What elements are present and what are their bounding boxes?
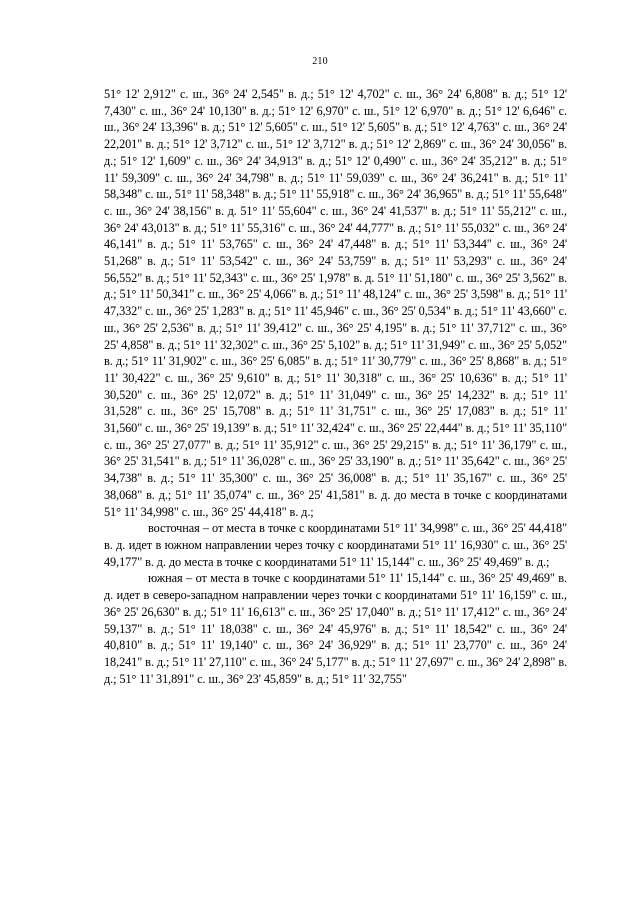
- paragraph-eastern-boundary: восточная – от места в точке с координатами 51° 11' 34,998" с. ш., 36° 25' 44,418" в. д. идет в южном направлении через точку с координатами 51° 11' 16,930" с. ш., 36° 25' 49,177" в. д. до места в точке с координатами 51° 11' 15,144" с. ш., 36° 25' 49,469" в. д.;: [104, 521, 567, 569]
- paragraph-coordinates-continued: 51° 12' 2,912" с. ш., 36° 24' 2,545" в. д.; 51° 12' 4,702" с. ш., 36° 24' 6,808" в. д.; 51° 12' 7,430" с. ш., 36° 24' 10,130" в. д.; 51° 12' 6,970" с. ш., 51° 12' 6,970" в. д.; 51° 12' 6,646" с. ш., 36° 24' 13,396" в. д.; 51° 12' 5,605" с. ш., 51° 12' 5,605" в. д.; 51° 12' 4,763" с. ш., 36° 24' 22,201" в. д.; 51° 12' 3,712" с. ш., 51° 12' 3,712" в. д.; 51° 12' 2,869" с. ш., 36° 24' 30,056" в. д.; 51° 12' 1,609" с. ш., 36° 24' 34,913" в. д.; 51° 12' 0,490" с. ш., 36° 24' 35,212" в. д.; 51° 11' 59,309" с. ш., 36° 24' 34,798" в. д.; 51° 11' 59,039" с. ш., 36° 24' 36,241" в. д.; 51° 11' 58,348" с. ш., 51° 11' 58,348" в. д.; 51° 11' 55,918" с. ш., 36° 24' 36,965" в. д.; 51° 11' 55,648" с. ш., 36° 24' 38,156" в. д. 51° 11' 55,604" с. ш., 36° 24' 41,537" в. д.; 51° 11' 55,212" с. ш., 36° 24' 43,013" в. д.; 51° 11' 55,316" с. ш., 36° 24' 44,777" в. д.; 51° 11' 55,032" с. ш., 36° 24' 46,141" в. д.; 51° 11' 53,765" с. ш., 36° 24' 47,448" в. д.; 51° 11' 53,344" с. ш., 36° 24' 51,268" в. д.; 51° 11' 53,542" с. ш., 36° 24' 53,759" в. д.; 51° 11' 53,293" с. ш., 36° 24' 56,552" в. д.; 51° 11' 52,343" с. ш., 36° 25' 1,978" в. д. 51° 11' 51,180" с. ш., 36° 25' 3,562" в. д.; 51° 11' 50,341" с. ш., 36° 25' 4,066" в. д.; 51° 11' 48,124" с. ш., 36° 25' 3,598" в. д.; 51° 11' 47,332" с. ш., 36° 25' 1,283" в. д.; 51° 11' 45,946" с. ш., 36° 25' 0,534" в. д.; 51° 11' 43,660" с. ш., 36° 25' 2,536" в. д.; 51° 11' 39,412" с. ш., 36° 25' 4,195" в. д.; 51° 11' 37,712" с. ш., 36° 25' 4,858" в. д.; 51° 11' 32,302" с. ш., 36° 25' 5,102" в. д.; 51° 11' 31,949" с. ш., 36° 25' 5,052" в. д.; 51° 11' 31,902" с. ш., 36° 25' 6,085" в. д.; 51° 11' 30,779" с. ш., 36° 25' 8,868" в. д.; 51° 11' 30,422" с. ш., 36° 25' 9,610" в. д.; 51° 11' 30,318" с. ш., 36° 25' 10,636" в. д.; 51° 11' 30,520" с. ш., 36° 25' 12,072" в. д.; 51° 11' 31,049" с. ш., 36° 25' 14,232" в. д.; 51° 11' 31,528" с. ш., 36° 25' 15,708" в. д.; 51° 11' 31,751" с. ш., 36° 25' 17,083" в. д.; 51° 11' 31,560" с. ш., 36° 25' 19,139" в. д.; 51° 11' 32,424" с. ш., 36° 25' 22,444" в. д.; 51° 11' 35,110" с. ш., 36° 25' 27,077" в. д.; 51° 11' 35,912" с. ш., 36° 25' 29,215" в. д.; 51° 11' 36,179" с. ш., 36° 25' 31,541" в. д.; 51° 11' 36,028" с. ш., 36° 25' 33,190" в. д.; 51° 11' 35,642" с. ш., 36° 25' 34,738" в. д.; 51° 11' 35,300" с. ш., 36° 25' 36,008" в. д.; 51° 11' 35,167" с. ш., 36° 25' 38,068" в. д.; 51° 11' 35,074" с. ш., 36° 25' 41,581" в. д. до места в точке с координатами 51° 11' 34,998" с. ш., 36° 25' 44,418" в. д.;: [104, 87, 567, 519]
- paragraph-southern-boundary: южная – от места в точке с координатами 51° 11' 15,144" с. ш., 36° 25' 49,469" в. д. идет в северо-западном направлении через точки с координатами 51° 11' 16,159" с. ш., 36° 25' 26,630" в. д.; 51° 11' 16,613" с. ш., 36° 25' 17,040" в. д.; 51° 11' 17,412" с. ш., 36° 24' 59,137" в. д.; 51° 11' 18,038" с. ш., 36° 24' 45,976" в. д.; 51° 11' 18,542" с. ш., 36° 24' 40,810" в. д.; 51° 11' 19,140" с. ш., 36° 24' 36,929" в. д.; 51° 11' 23,770" с. ш., 36° 24' 18,241" в. д.; 51° 11' 27,110" с. ш., 36° 24' 5,177" в. д.; 51° 11' 27,697" с. ш., 36° 24' 2,898" в. д.; 51° 11' 31,891" с. ш., 36° 23' 45,859" в. д.; 51° 11' 32,755": [104, 571, 567, 686]
- page-number: 210: [312, 56, 328, 67]
- document-body: [104, 86, 567, 687]
